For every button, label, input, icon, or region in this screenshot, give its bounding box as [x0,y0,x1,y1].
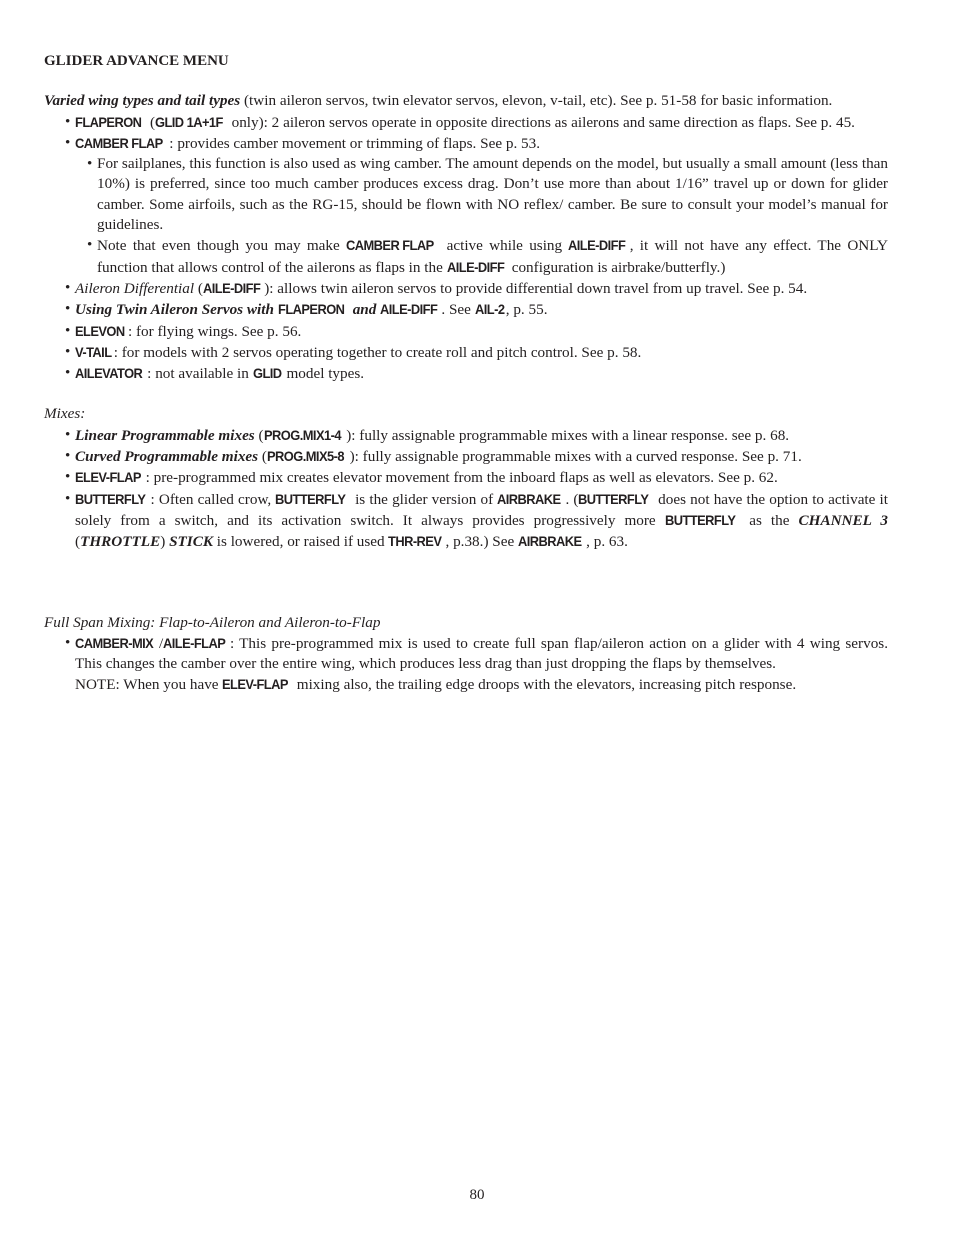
full-span-note: NOTE: When you have ELEV-FLAP mixing also, the trailing edge droops with the elevators, increasing pitch response. [75,676,797,694]
list-item-camber-mix: • CAMBER-MIX /AILE-FLAP : This pre-programmed mix is used to create full span flap/aileron action on a glider with 4 wing servos. This changes the camber over the entire wing, which produces less drag than just dropping the flaps by themselves. [44,633,888,675]
wing-types-paragraph: Varied wing types and tail types (twin aileron servos, twin elevator servos, elevon, v-tail, etc). See p. 51-58 for basic information. [44,92,833,110]
page-content [44,51,888,696]
list-item-ailevator: • AILEVATOR : not available in GLID model types. [44,363,888,384]
list-item-elev-flap: • ELEV-FLAP : pre-programmed mix creates elevator movement from the inboard flaps as well as elevators. See p. 62. [44,467,888,488]
list-item-twin-aileron: • Using Twin Aileron Servos with FLAPERON and AILE-DIFF . See AIL-2 , p. 55. [44,299,888,320]
list-item-flaperon: • FLAPERON (GLID 1A+1F only): 2 aileron servos operate in opposite directions as ailerons and same direction as flaps. See p. 45. [44,112,888,133]
list-item-linear-mixes: • Linear Programmable mixes (PROG.MIX1-4 ): fully assignable programmable mixes with a linear response. see p. 68. [44,425,888,446]
sub-item-note: • Note that even though you may make CAMBER FLAP active while using AILE-DIFF , it will not have any effect. The ONLY function that allows control of the ailerons as flaps in the AILE-DIFF configuration is airbrake/butterfly.) [44,235,888,278]
page-number: 80 [469,1187,485,1203]
full-span-heading: Full Span Mixing: Flap-to-Aileron and Aileron-to-Flap [44,613,381,631]
page-title: GLIDER ADVANCE MENU [44,53,229,69]
list-item-elevon: • ELEVON : for flying wings. See p. 56. [44,321,888,342]
list-item-curved-mixes: • Curved Programmable mixes (PROG.MIX5-8 ): fully assignable programmable mixes with a curved response. See p. 71. [44,446,888,467]
wing-types-heading: Varied wing types and tail types [44,92,241,110]
list-item-aileron-differential: • Aileron Differential (AILE-DIFF ): allows twin aileron servos to provide differential down travel from up travel. See p. 54. [44,278,888,299]
mixes-heading: Mixes: [44,405,86,423]
list-item-camber-flap: • CAMBER FLAP : provides camber movement or trimming of flaps. See p. 53. [44,133,888,154]
list-item-butterfly: • BUTTERFLY : Often called crow, BUTTERFLY is the glider version of AIRBRAKE . (BUTTERFLY does not have the option to activate it solely from a switch, and its activation switch. It always provides progressively more BUTTERFLY as the CHANNEL 3 (THROTTLE) STICK is lowered, or raised if used THR-REV , p.38.) See AIRBRAKE , p. 63. [44,489,888,553]
sub-item-sailplanes: • For sailplanes, this function is also used as wing camber. The amount depends on the model, but usually a small amount (less than 10%) is preferred, since too much camber produces excess drag. Don’t use more than about 1/16” travel up or down for glider camber. Some airfoils, such as the RG-15, should be flown with NO reflex/ camber. Be sure to consult your model’s manual for guidelines. [44,154,888,235]
list-item-vtail: • V-TAIL : for models with 2 servos operating together to create roll and pitch control. See p. 58. [44,342,888,363]
